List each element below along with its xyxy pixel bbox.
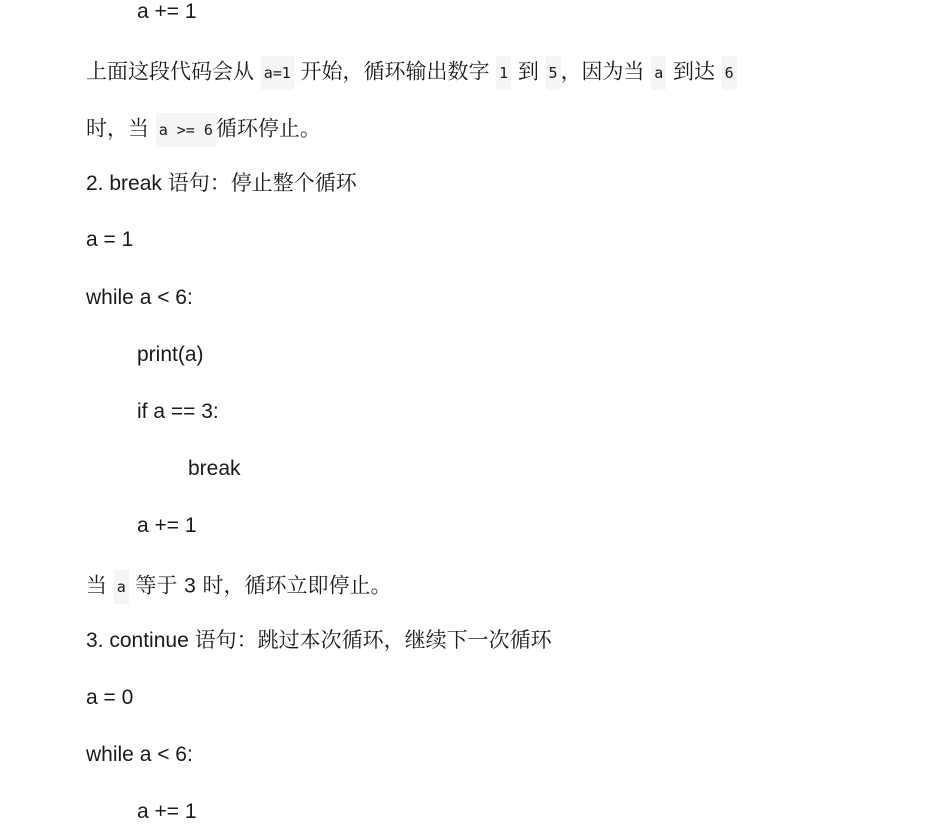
code-text: while a < 6: — [86, 743, 193, 766]
text: 到 — [511, 59, 546, 84]
code-line — [86, 227, 133, 253]
section-heading-continue — [86, 627, 552, 653]
code-line — [86, 285, 193, 311]
inline-code: 6 — [722, 56, 737, 90]
text: 上面这段代码会从 — [86, 59, 261, 84]
paragraph-break-explanation — [86, 570, 391, 596]
text: 时，当 — [86, 116, 156, 141]
code-line — [137, 513, 197, 539]
heading-number: 2. break — [86, 172, 168, 195]
code-line — [137, 799, 197, 825]
number-text: 3 — [184, 574, 196, 598]
code-text: a += 1 — [137, 514, 197, 537]
code-line — [86, 742, 193, 768]
code-text: a = 0 — [86, 686, 134, 709]
heading-text: 语句：跳过本次循环，继续下一次循环 — [194, 628, 552, 652]
code-text: if a == 3: — [137, 400, 219, 423]
code-text: a += 1 — [137, 0, 197, 23]
code-line — [137, 399, 219, 425]
inline-code: a >= 6 — [156, 113, 216, 147]
paragraph-loop-explanation-cont — [86, 113, 321, 139]
text: ，因为当 — [560, 59, 652, 84]
code-text: a = 1 — [86, 228, 134, 251]
inline-code: 5 — [546, 56, 561, 90]
code-line-increment-top — [137, 0, 197, 25]
code-text: print(a) — [137, 343, 204, 366]
code-text: break — [188, 457, 241, 480]
text: 开始，循环输出数字 — [293, 59, 497, 84]
inline-code: a=1 — [261, 56, 294, 90]
text: 等于 — [128, 573, 185, 598]
heading-number: 3. continue — [86, 629, 195, 652]
text: 到达 — [666, 59, 722, 84]
inline-code: a — [114, 570, 129, 604]
text: 当 — [86, 573, 114, 598]
inline-code: 1 — [496, 56, 511, 90]
code-line — [188, 456, 241, 482]
code-line — [137, 342, 204, 368]
code-line — [86, 685, 133, 711]
code-text: a += 1 — [137, 800, 197, 823]
heading-text: 语句：停止整个循环 — [167, 171, 357, 195]
paragraph-loop-explanation — [86, 56, 737, 82]
text: 时，循环立即停止。 — [195, 573, 392, 598]
inline-code: a — [651, 56, 666, 90]
text: 循环停止。 — [215, 116, 321, 141]
code-text: while a < 6: — [86, 286, 193, 309]
section-heading-break — [86, 170, 357, 196]
